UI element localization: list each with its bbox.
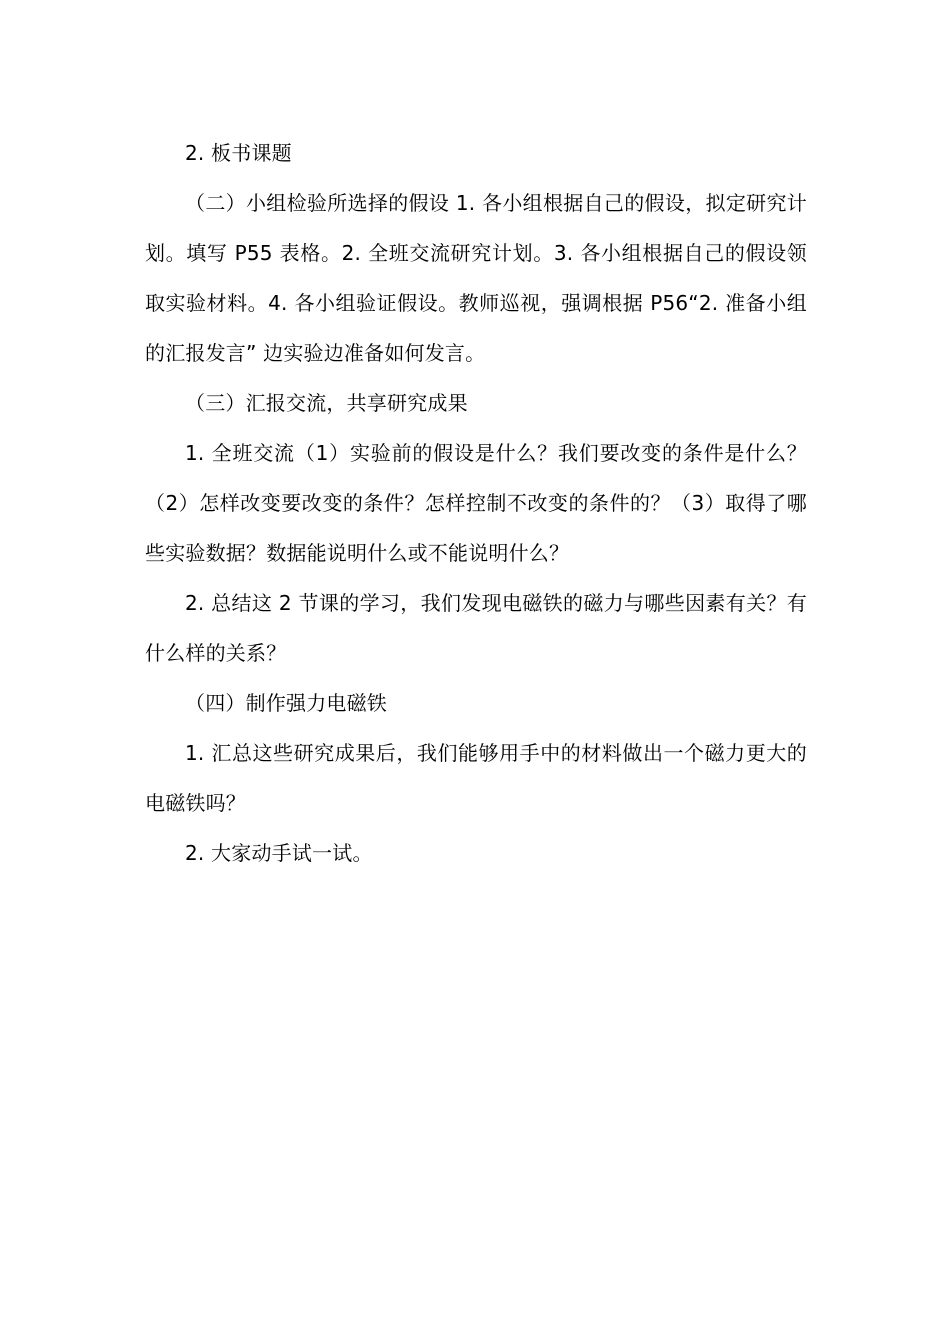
document-body [145,128,807,878]
paragraph-collect-results: 1. 汇总这些研究成果后，我们能够用手中的材料做出一个磁力更大的电磁铁吗？ [145,741,807,815]
paragraph-board-title: 2. 板书课题 [185,141,292,165]
paragraph-try-it: 2. 大家动手试一试。 [185,841,373,865]
paragraph-summary: 2. 总结这 2 节课的学习，我们发现电磁铁的磁力与哪些因素有关？有什么样的关系？ [145,591,807,665]
paragraph-class-exchange: 1. 全班交流（1）实验前的假设是什么？我们要改变的条件是什么？（2）怎样改变要改变的条件？怎样控制不改变的条件的？（3）取得了哪些实验数据？数据能说明什么或不能说明什么？ [145,441,807,565]
paragraph-section-report: （三）汇报交流，共享研究成果 [185,391,468,415]
paragraph-group-hypothesis: （二）小组检验所选择的假设 1. 各小组根据自己的假设，拟定研究计划。填写 P55 表格。2. 全班交流研究计划。3. 各小组根据自己的假设领取实验材料。4. 各小组验证假设。教师巡视，强调根据 P56“2. 准备小组的汇报发言” 边实验边准备如何发言。 [145,191,807,365]
paragraph-section-make-magnet: （四）制作强力电磁铁 [185,691,387,715]
